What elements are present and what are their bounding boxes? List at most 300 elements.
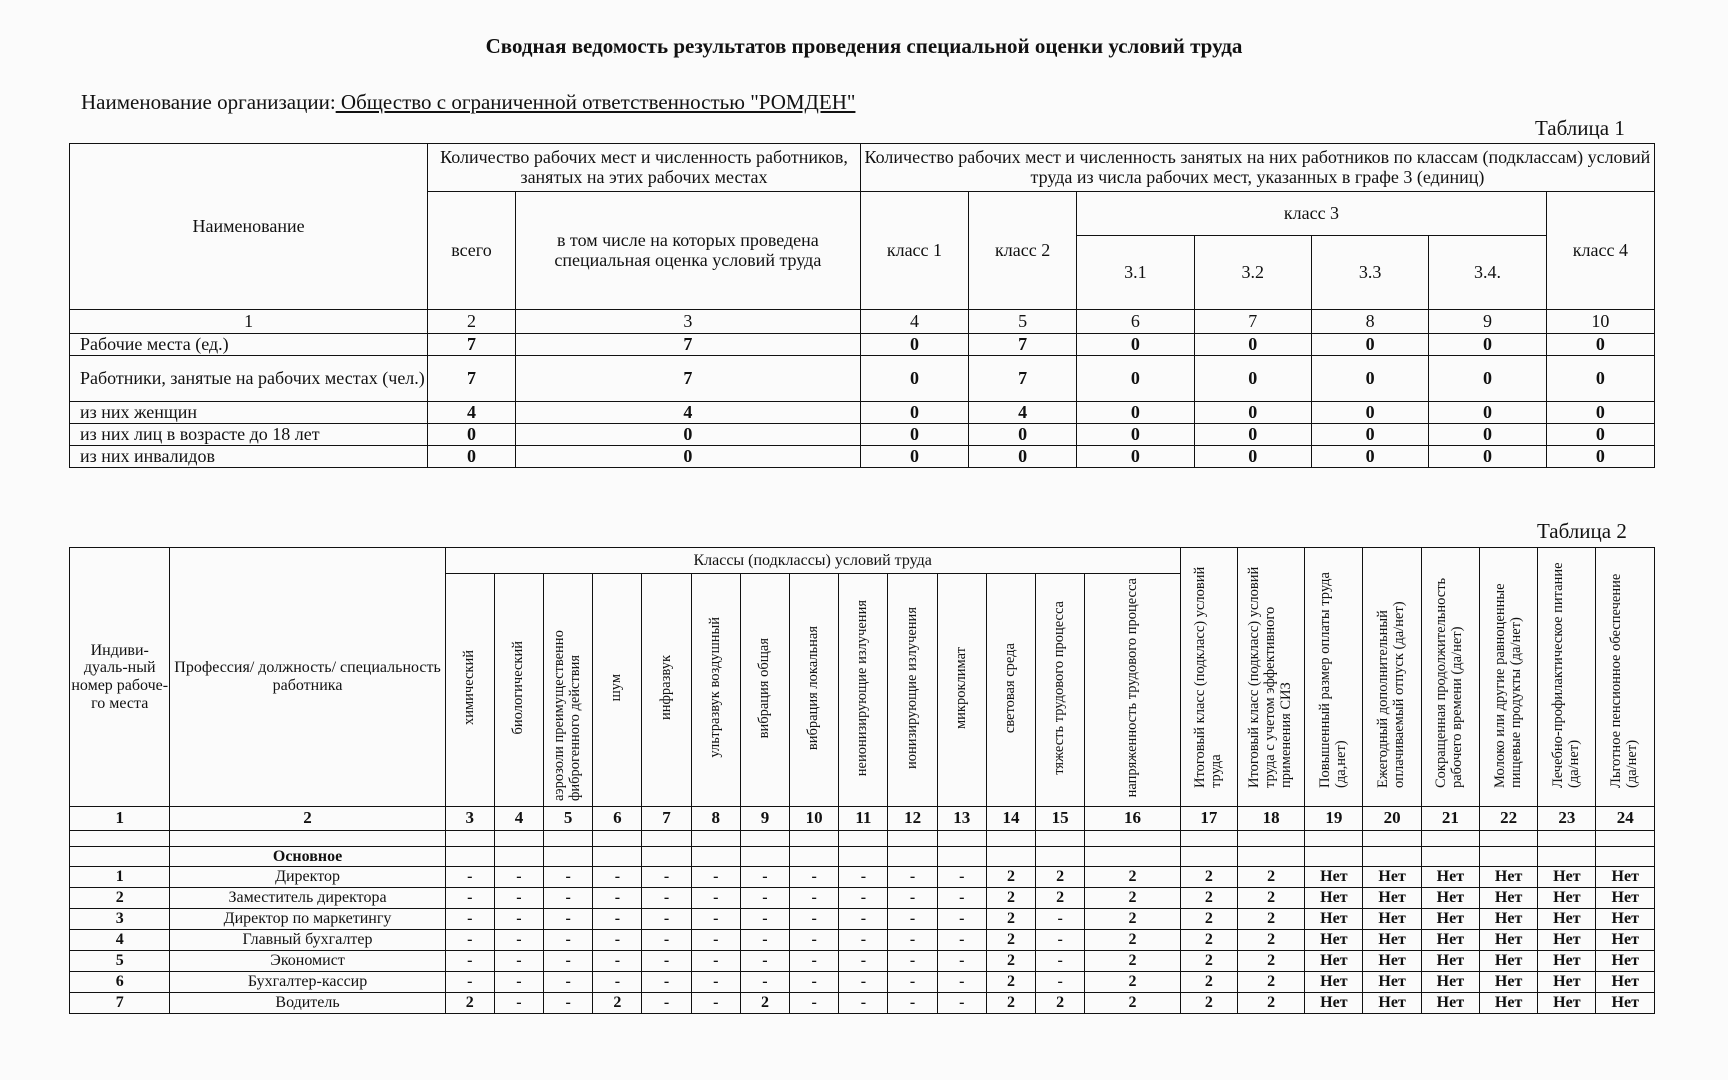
t1-cell: 0 — [1429, 356, 1546, 402]
t2-empty-cell — [1596, 847, 1655, 867]
organization-line — [81, 90, 855, 115]
t1-cell: 0 — [1077, 334, 1194, 356]
t2-cell: - — [494, 888, 543, 909]
t2-cell: - — [839, 993, 888, 1014]
t2-header-extra: Сокращенная продолжительность рабочего времени (да/нет) — [1421, 548, 1479, 807]
t2-cell: - — [544, 888, 593, 909]
t2-profession-name: Главный бухгалтер — [170, 930, 445, 951]
t2-empty-cell — [1085, 831, 1180, 847]
t1-data-row — [70, 446, 1655, 468]
t2-colnum: 20 — [1363, 807, 1421, 831]
t1-data-row — [70, 424, 1655, 446]
t2-cell: - — [691, 951, 740, 972]
t1-colnum: 8 — [1311, 310, 1428, 334]
t2-cell: - — [445, 951, 494, 972]
t1-cell: 0 — [1546, 446, 1654, 468]
t2-data-row — [70, 993, 1655, 1014]
t1-cell: 0 — [1077, 402, 1194, 424]
t1-cell: 0 — [1429, 424, 1546, 446]
t1-header-classes: Количество рабочих мест и численность занятых на них работников по классам (подклассам) условий труда из числа рабочих мест, указанных в графе 3 (единиц) — [860, 144, 1654, 192]
t2-cell: 2 — [1085, 951, 1180, 972]
t2-cell: - — [790, 972, 839, 993]
t2-profession-name: Экономист — [170, 951, 445, 972]
t1-cell: 7 — [515, 356, 860, 402]
t2-row-number: 7 — [70, 993, 170, 1014]
t2-cell: - — [445, 909, 494, 930]
t2-cell: - — [888, 993, 937, 1014]
t2-cell: - — [839, 888, 888, 909]
t1-row-label: Работники, занятые на рабочих местах (чел.) — [70, 356, 428, 402]
t2-row-number: 5 — [70, 951, 170, 972]
t2-cell: - — [593, 909, 642, 930]
t2-cell: - — [494, 909, 543, 930]
t2-empty-cell — [1538, 847, 1596, 867]
t2-row-number: 2 — [70, 888, 170, 909]
t1-cell: 0 — [1546, 424, 1654, 446]
t2-empty-cell — [740, 831, 789, 847]
document-title: Сводная ведомость результатов проведения специальной оценки условий труда — [485, 34, 1243, 58]
t2-header-factor: ультразвук воздушный — [691, 574, 740, 807]
t2-cell: Нет — [1596, 867, 1655, 888]
t2-cell: - — [839, 951, 888, 972]
t2-cell: Нет — [1305, 993, 1363, 1014]
t2-empty-cell — [740, 847, 789, 867]
t2-cell: - — [691, 867, 740, 888]
t2-cell: Нет — [1305, 930, 1363, 951]
t1-colnum: 5 — [969, 310, 1077, 334]
t2-colnum: 14 — [986, 807, 1035, 831]
t2-empty-cell — [642, 847, 691, 867]
t1-colnum: 1 — [70, 310, 428, 334]
t1-cell: 0 — [1429, 446, 1546, 468]
t2-cell: Нет — [1479, 930, 1537, 951]
t1-cell: 0 — [1194, 446, 1311, 468]
t2-empty-cell — [839, 847, 888, 867]
t1-header-c34: 3.4. — [1429, 236, 1546, 310]
t2-cell: 2 — [986, 909, 1035, 930]
t2-cell: - — [642, 930, 691, 951]
t2-cell: - — [544, 951, 593, 972]
t2-cell: Нет — [1596, 993, 1655, 1014]
t2-cell: Нет — [1479, 972, 1537, 993]
t2-cell: - — [445, 930, 494, 951]
t1-row-label: из них лиц в возрасте до 18 лет — [70, 424, 428, 446]
t1-cell: 0 — [969, 446, 1077, 468]
t2-header-extra: Лечебно-профилактическое питание (да/нет) — [1538, 548, 1596, 807]
t2-cell: - — [740, 930, 789, 951]
t1-cell: 0 — [1077, 356, 1194, 402]
t2-cell: 2 — [445, 993, 494, 1014]
t2-empty-cell — [937, 831, 986, 847]
t2-cell: 2 — [1036, 888, 1085, 909]
t2-empty-cell — [445, 831, 494, 847]
t2-cell: Нет — [1363, 867, 1421, 888]
t1-cell: 0 — [1546, 402, 1654, 424]
t1-header-total: всего — [428, 192, 516, 310]
t2-empty-cell — [937, 847, 986, 867]
t1-cell: 0 — [1194, 424, 1311, 446]
t1-cell: 0 — [1546, 334, 1654, 356]
t2-header-profession: Профессия/ должность/ специальность работника — [170, 548, 445, 807]
t1-colnum: 6 — [1077, 310, 1194, 334]
t1-header-class1: класс 1 — [860, 192, 968, 310]
t1-cell: 0 — [860, 402, 968, 424]
t2-cell: Нет — [1479, 993, 1537, 1014]
t2-cell: Нет — [1538, 867, 1596, 888]
t2-header-number: Индиви-дуаль-ный номер рабоче-го места — [70, 548, 170, 807]
t2-empty-cell — [1237, 831, 1304, 847]
t2-empty-cell — [70, 831, 170, 847]
t2-cell: - — [593, 888, 642, 909]
t2-cell: - — [642, 972, 691, 993]
t2-cell: 2 — [1180, 993, 1237, 1014]
t2-section-label: Основное — [170, 847, 445, 867]
t2-column-numbers — [70, 807, 1655, 831]
t2-cell: Нет — [1538, 909, 1596, 930]
t2-cell: Нет — [1479, 888, 1537, 909]
t2-cell: 2 — [986, 867, 1035, 888]
t2-cell: Нет — [1363, 888, 1421, 909]
t2-cell: - — [691, 888, 740, 909]
t2-cell: 2 — [1085, 993, 1180, 1014]
t2-header-factor: вибрация общая — [740, 574, 789, 807]
t2-cell: - — [494, 993, 543, 1014]
t2-cell: - — [888, 972, 937, 993]
t2-cell: - — [790, 888, 839, 909]
t2-empty-cell — [1421, 831, 1479, 847]
organization-name: Общество с ограниченной ответственностью "РОМДЕН" — [335, 90, 856, 114]
t2-cell: - — [1036, 972, 1085, 993]
t2-empty-cell — [1305, 831, 1363, 847]
t2-colnum: 8 — [691, 807, 740, 831]
t2-empty-cell — [593, 847, 642, 867]
t2-colnum: 15 — [1036, 807, 1085, 831]
t2-empty-cell — [1596, 831, 1655, 847]
t2-profession-name: Бухгалтер-кассир — [170, 972, 445, 993]
t2-cell: Нет — [1305, 888, 1363, 909]
organization-label: Наименование организации: — [81, 90, 336, 114]
t2-cell: - — [839, 909, 888, 930]
t2-header-factor: световая среда — [986, 574, 1035, 807]
t2-cell: - — [494, 867, 543, 888]
t2-empty-cell — [494, 831, 543, 847]
t2-cell: - — [790, 867, 839, 888]
t2-colnum: 18 — [1237, 807, 1304, 831]
t2-cell: - — [740, 888, 789, 909]
t2-header-extra: Льготное пенсионное обеспечение (да/нет) — [1596, 548, 1655, 807]
t1-header-class2: класс 2 — [969, 192, 1077, 310]
t2-empty-cell — [888, 847, 937, 867]
t2-header-factor: биологический — [494, 574, 543, 807]
t1-header-name: Наименование — [70, 144, 428, 310]
t2-cell: - — [494, 972, 543, 993]
t2-row-number: 6 — [70, 972, 170, 993]
t2-header-factor: микроклимат — [937, 574, 986, 807]
t1-data-row — [70, 334, 1655, 356]
t2-cell: - — [691, 972, 740, 993]
t1-colnum: 10 — [1546, 310, 1654, 334]
t2-empty-cell — [888, 831, 937, 847]
t2-cell: 2 — [986, 972, 1035, 993]
t2-cell: - — [740, 909, 789, 930]
t1-cell: 4 — [428, 402, 516, 424]
t2-cell: 2 — [1085, 930, 1180, 951]
t2-header-factor: тяжесть трудового процесса — [1036, 574, 1085, 807]
t1-cell: 7 — [428, 356, 516, 402]
t2-cell: 2 — [986, 951, 1035, 972]
t1-cell: 0 — [1194, 334, 1311, 356]
t2-data-row — [70, 930, 1655, 951]
t2-cell: - — [691, 993, 740, 1014]
t2-cell: - — [593, 867, 642, 888]
t2-empty-cell — [986, 847, 1035, 867]
t1-colnum: 3 — [515, 310, 860, 334]
t2-header-extra: Молоко или другие равноценные пищевые продукты (да/нет) — [1479, 548, 1537, 807]
t2-cell: - — [1036, 909, 1085, 930]
t2-colnum: 6 — [593, 807, 642, 831]
t2-cell: - — [494, 930, 543, 951]
t2-row-number: 4 — [70, 930, 170, 951]
t2-cell: 2 — [986, 888, 1035, 909]
t2-cell: - — [937, 993, 986, 1014]
t2-cell: Нет — [1421, 972, 1479, 993]
t1-cell: 0 — [969, 424, 1077, 446]
t2-empty-cell — [1538, 831, 1596, 847]
t2-cell: - — [544, 867, 593, 888]
t2-colnum: 17 — [1180, 807, 1237, 831]
t1-cell: 0 — [515, 446, 860, 468]
t1-colnum: 9 — [1429, 310, 1546, 334]
t1-header-class3: класс 3 — [1077, 192, 1547, 236]
t2-cell: - — [937, 888, 986, 909]
t2-cell: Нет — [1421, 867, 1479, 888]
t1-cell: 0 — [1194, 402, 1311, 424]
t2-empty-cell — [544, 831, 593, 847]
t2-empty-cell — [1305, 847, 1363, 867]
t1-cell: 0 — [1194, 356, 1311, 402]
t2-empty-cell — [642, 831, 691, 847]
t2-colnum: 13 — [937, 807, 986, 831]
t2-cell: 2 — [1180, 972, 1237, 993]
t2-empty-cell — [445, 847, 494, 867]
t2-cell: Нет — [1363, 972, 1421, 993]
t2-data-row — [70, 867, 1655, 888]
t2-cell: 2 — [1036, 993, 1085, 1014]
t2-cell: - — [888, 951, 937, 972]
t2-cell: - — [937, 867, 986, 888]
t1-header-assessed: в том числе на которых проведена специальная оценка условий труда — [515, 192, 860, 310]
t2-empty-cell — [593, 831, 642, 847]
t2-header-classes: Классы (подклассы) условий труда — [445, 548, 1180, 574]
t2-cell: - — [593, 930, 642, 951]
t2-empty-cell — [1363, 831, 1421, 847]
t2-cell: - — [790, 951, 839, 972]
t2-cell: - — [888, 888, 937, 909]
t1-header-workplaces: Количество рабочих мест и численность работников, занятых на этих рабочих местах — [428, 144, 861, 192]
t2-cell: - — [937, 909, 986, 930]
table2-caption: Таблица 2 — [1537, 519, 1627, 543]
t1-cell: 4 — [969, 402, 1077, 424]
t2-cell: Нет — [1305, 972, 1363, 993]
t2-cell: Нет — [1363, 930, 1421, 951]
t2-colnum: 12 — [888, 807, 937, 831]
t2-empty-cell — [1036, 831, 1085, 847]
t2-cell: Нет — [1596, 972, 1655, 993]
t2-cell: - — [839, 972, 888, 993]
t2-cell: - — [888, 867, 937, 888]
t2-cell: 2 — [1085, 888, 1180, 909]
t2-empty-cell — [70, 847, 170, 867]
t2-cell: 2 — [1180, 867, 1237, 888]
t2-cell: - — [691, 930, 740, 951]
t1-data-row — [70, 402, 1655, 424]
t2-empty-cell — [1237, 847, 1304, 867]
t2-cell: - — [642, 909, 691, 930]
t1-cell: 0 — [1077, 424, 1194, 446]
t1-cell: 7 — [428, 334, 516, 356]
t2-cell: - — [544, 972, 593, 993]
t2-cell: - — [937, 972, 986, 993]
t2-colnum: 2 — [170, 807, 445, 831]
t1-header-c32: 3.2 — [1194, 236, 1311, 310]
t1-cell: 0 — [515, 424, 860, 446]
t2-cell: - — [642, 993, 691, 1014]
t2-cell: Нет — [1538, 951, 1596, 972]
t2-header-factor: инфразвук — [642, 574, 691, 807]
t2-colnum: 10 — [790, 807, 839, 831]
t1-row-label: из них инвалидов — [70, 446, 428, 468]
t1-cell: 7 — [515, 334, 860, 356]
t2-cell: 2 — [1237, 993, 1304, 1014]
t1-data-row — [70, 356, 1655, 402]
t2-cell: - — [691, 909, 740, 930]
t2-cell: 2 — [1085, 909, 1180, 930]
t1-cell: 4 — [515, 402, 860, 424]
t2-cell: 2 — [740, 993, 789, 1014]
summary-table — [69, 143, 1655, 468]
t2-cell: - — [937, 930, 986, 951]
t1-header-class4: класс 4 — [1546, 192, 1654, 310]
t2-empty-cell — [691, 831, 740, 847]
t2-cell: 2 — [1180, 909, 1237, 930]
t1-cell: 0 — [1077, 446, 1194, 468]
t2-cell: - — [544, 909, 593, 930]
t2-colnum: 11 — [839, 807, 888, 831]
t2-cell: Нет — [1421, 993, 1479, 1014]
t2-colnum: 19 — [1305, 807, 1363, 831]
t2-cell: - — [445, 867, 494, 888]
t2-cell: - — [544, 930, 593, 951]
t2-empty-cell — [839, 831, 888, 847]
t2-cell: - — [544, 993, 593, 1014]
t2-empty-cell — [1180, 831, 1237, 847]
t1-cell: 0 — [1311, 356, 1428, 402]
t2-cell: Нет — [1421, 888, 1479, 909]
t2-empty-cell — [1085, 847, 1180, 867]
t1-row-label: Рабочие места (ед.) — [70, 334, 428, 356]
t2-cell: Нет — [1421, 909, 1479, 930]
t2-cell: 2 — [986, 930, 1035, 951]
t2-cell: Нет — [1538, 888, 1596, 909]
t2-cell: - — [839, 867, 888, 888]
t2-cell: Нет — [1479, 909, 1537, 930]
t2-cell: 2 — [986, 993, 1035, 1014]
t2-cell: Нет — [1363, 993, 1421, 1014]
t2-header-factor: химический — [445, 574, 494, 807]
t2-colnum: 7 — [642, 807, 691, 831]
t2-data-row — [70, 951, 1655, 972]
t2-profession-name: Директор по маркетингу — [170, 909, 445, 930]
t2-cell: Нет — [1538, 930, 1596, 951]
t2-cell: 2 — [1237, 930, 1304, 951]
t2-header-factor: напряженность трудового процесса — [1085, 574, 1180, 807]
t2-cell: - — [937, 951, 986, 972]
t2-colnum: 22 — [1479, 807, 1537, 831]
t2-colnum: 9 — [740, 807, 789, 831]
t2-cell: - — [494, 951, 543, 972]
t1-cell: 0 — [1311, 334, 1428, 356]
t1-cell: 0 — [860, 356, 968, 402]
t2-empty-cell — [1180, 847, 1237, 867]
t2-header-factor: неионизирующие излучения — [839, 574, 888, 807]
t2-row-number: 3 — [70, 909, 170, 930]
t2-cell: - — [888, 909, 937, 930]
t2-profession-name: Водитель — [170, 993, 445, 1014]
t2-cell: - — [642, 888, 691, 909]
t2-colnum: 4 — [494, 807, 543, 831]
t2-cell: - — [445, 888, 494, 909]
t2-cell: - — [445, 972, 494, 993]
t2-spacer-row — [70, 831, 1655, 847]
t2-cell: Нет — [1596, 930, 1655, 951]
t2-cell: Нет — [1538, 972, 1596, 993]
t2-cell: - — [740, 972, 789, 993]
t2-colnum: 23 — [1538, 807, 1596, 831]
t2-colnum: 21 — [1421, 807, 1479, 831]
t2-empty-cell — [170, 831, 445, 847]
t2-cell: Нет — [1305, 909, 1363, 930]
t2-empty-cell — [790, 831, 839, 847]
t1-header-c31: 3.1 — [1077, 236, 1194, 310]
t2-cell: Нет — [1363, 951, 1421, 972]
t2-cell: Нет — [1363, 909, 1421, 930]
t2-header-extra: Ежегодный дополнительный оплачиваемый отпуск (да/нет) — [1363, 548, 1421, 807]
t1-cell: 0 — [428, 424, 516, 446]
t1-cell: 0 — [860, 446, 968, 468]
t2-colnum: 24 — [1596, 807, 1655, 831]
t2-cell: - — [790, 930, 839, 951]
t2-cell: Нет — [1421, 951, 1479, 972]
t2-header-factor: вибрация локальная — [790, 574, 839, 807]
t2-cell: Нет — [1538, 993, 1596, 1014]
t2-cell: 2 — [1237, 951, 1304, 972]
t1-colnum: 4 — [860, 310, 968, 334]
t2-cell: Нет — [1596, 909, 1655, 930]
t2-cell: - — [790, 909, 839, 930]
t1-cell: 7 — [969, 334, 1077, 356]
t1-colnum: 7 — [1194, 310, 1311, 334]
t2-cell: - — [642, 951, 691, 972]
t2-cell: 2 — [1237, 867, 1304, 888]
t1-cell: 0 — [428, 446, 516, 468]
t2-header-factor: аэрозоли преимущественно фиброгенного действия — [544, 574, 593, 807]
t2-empty-cell — [1479, 847, 1537, 867]
t2-data-row — [70, 888, 1655, 909]
t2-empty-cell — [1036, 847, 1085, 867]
t2-cell: 2 — [1180, 951, 1237, 972]
t2-cell: Нет — [1421, 930, 1479, 951]
t2-empty-cell — [691, 847, 740, 867]
